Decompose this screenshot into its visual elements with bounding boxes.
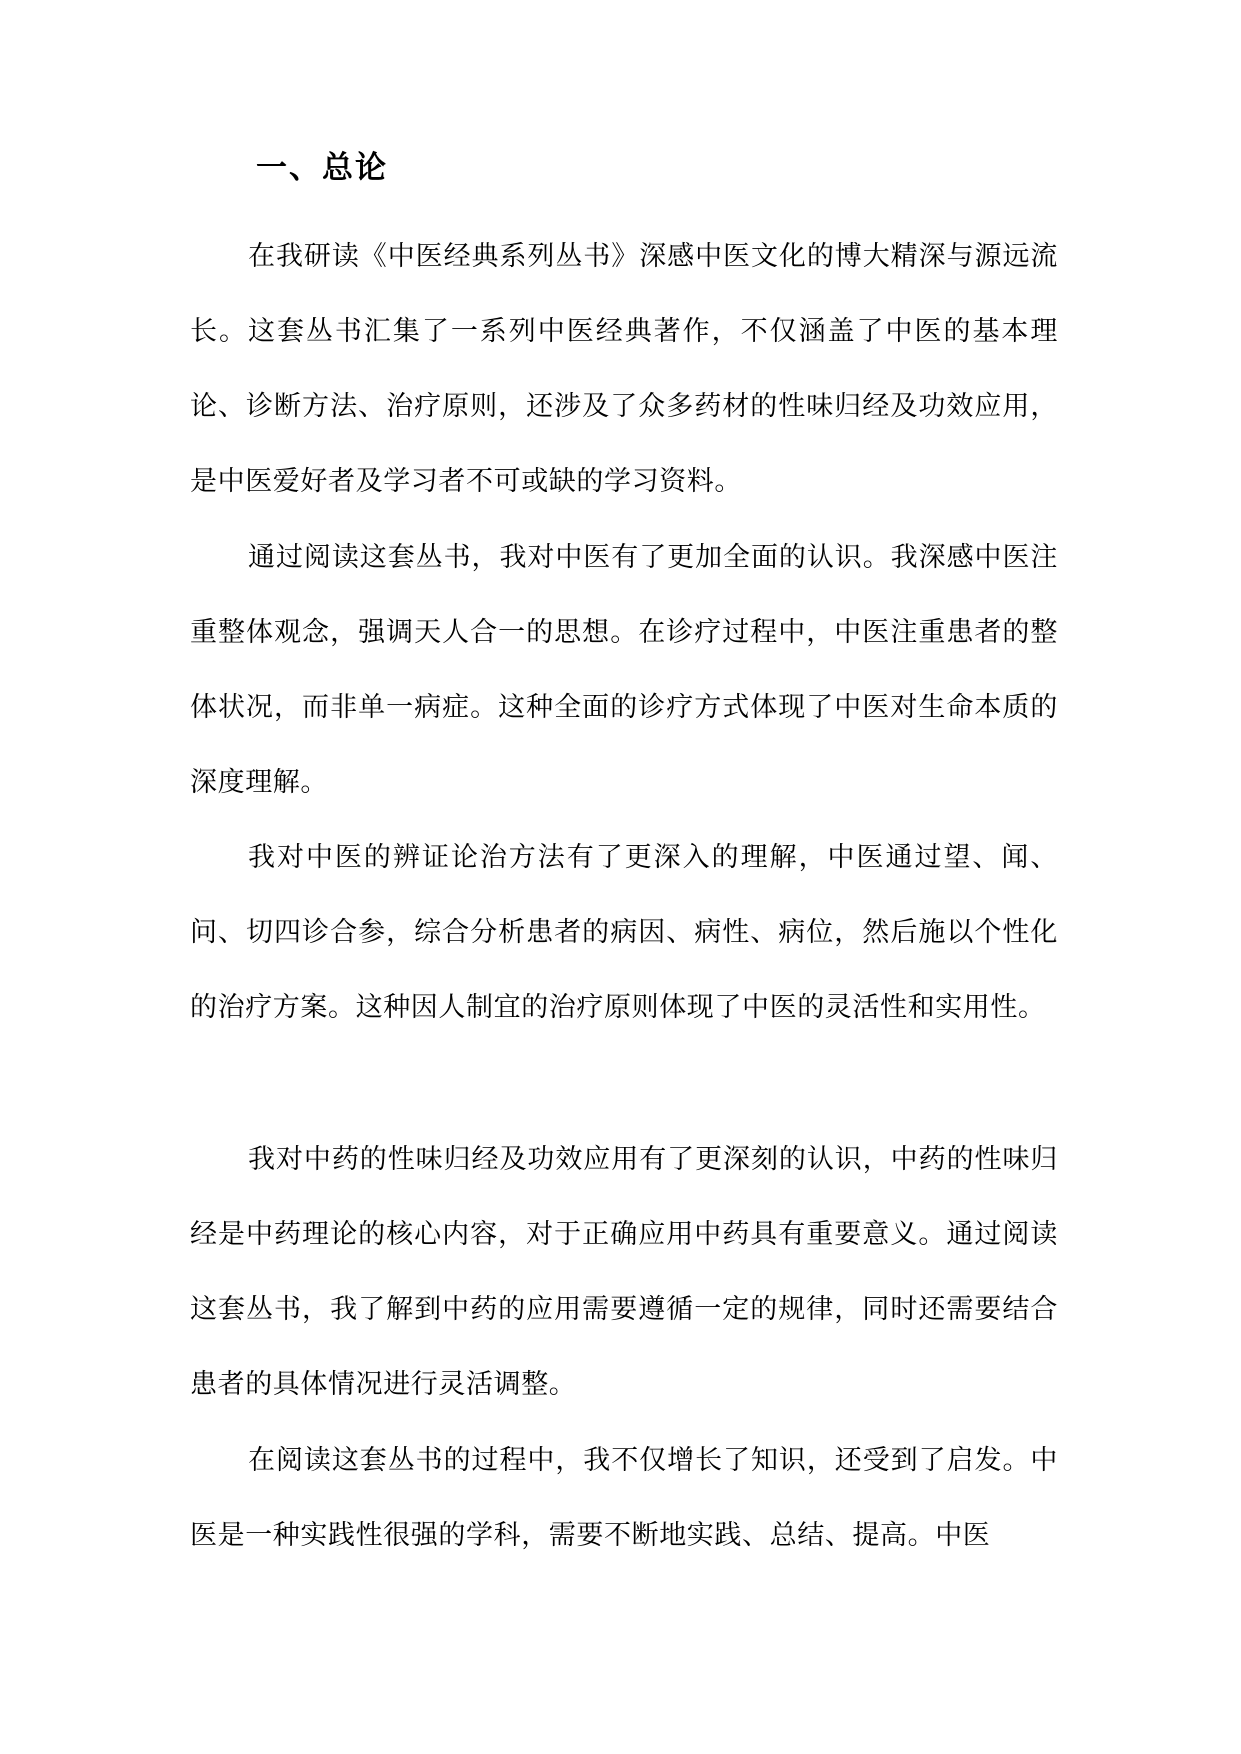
- body-paragraph: 在我研读《中医经典系列丛书》深感中医文化的博大精深与源远流长。这套丛书汇集了一系列中医经典著作，不仅涵盖了中医的基本理论、诊断方法、治疗原则，还涉及了众多药材的性味归经及功效应用，是中医爱好者及学习者不可或缺的学习资料。: [190, 241, 1058, 497]
- body-paragraph: 我对中医的辨证论治方法有了更深入的理解，中医通过望、闻、问、切四诊合参，综合分析患者的病因、病性、病位，然后施以个性化的治疗方案。这种因人制宜的治疗原则体现了中医的灵活性和实用性。: [190, 842, 1058, 1023]
- body-paragraph: 通过阅读这套丛书，我对中医有了更加全面的认识。我深感中医注重整体观念，强调天人合一的思想。在诊疗过程中，中医注重患者的整体状况，而非单一病症。这种全面的诊疗方式体现了中医对生命本质的深度理解。: [190, 542, 1058, 798]
- body-paragraph: 在阅读这套丛书的过程中，我不仅增长了知识，还受到了启发。中医是一种实践性很强的学科，需要不断地实践、总结、提高。中医: [190, 1445, 1058, 1551]
- body-paragraph: 我对中药的性味归经及功效应用有了更深刻的认识，中药的性味归经是中药理论的核心内容，对于正确应用中药具有重要意义。通过阅读这套丛书，我了解到中药的应用需要遵循一定的规律，同时还需要结合患者的具体情况进行灵活调整。: [190, 1144, 1058, 1400]
- section-heading: 一、总论: [256, 150, 388, 186]
